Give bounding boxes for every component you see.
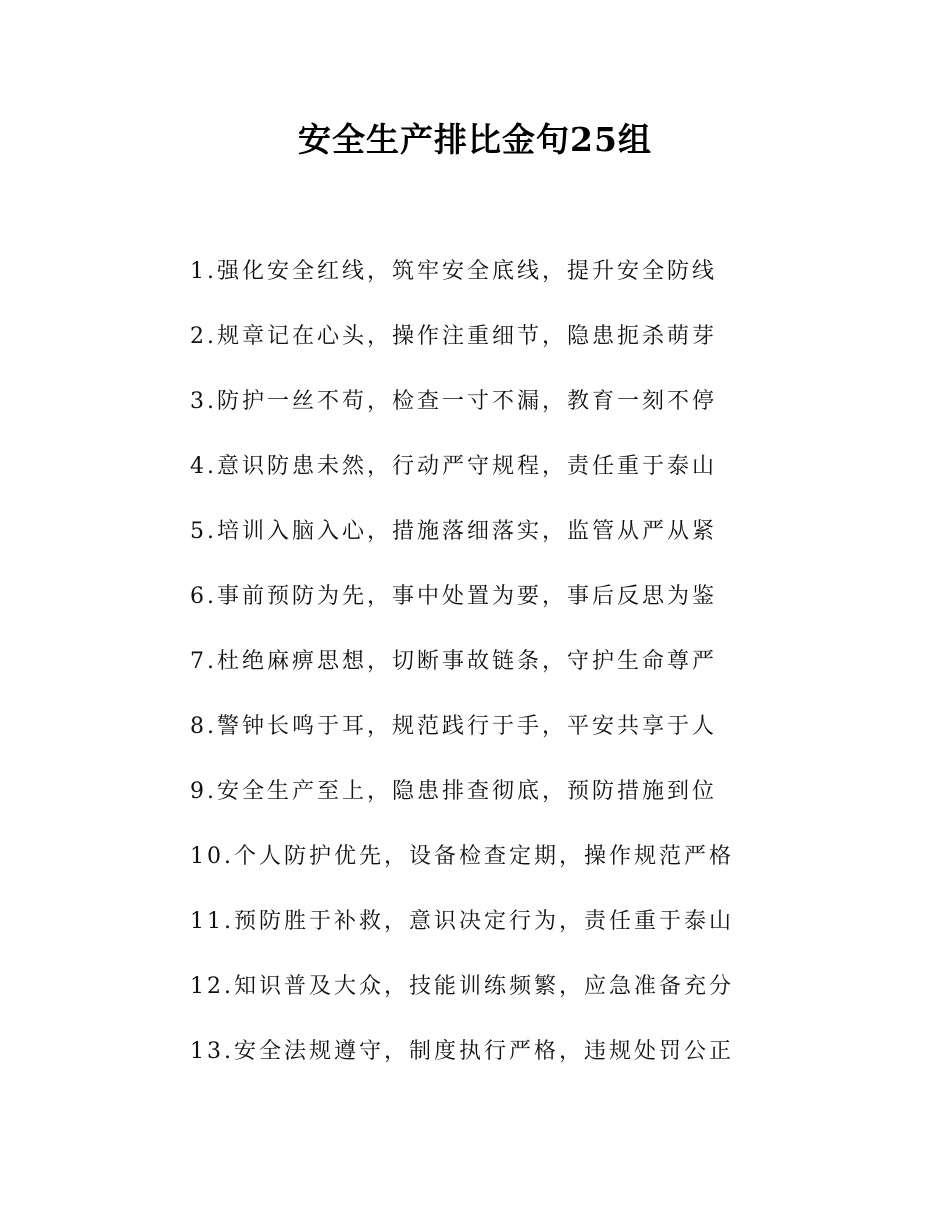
slogan-line: 9.安全生产至上，隐患排查彻底，预防措施到位 (190, 779, 717, 804)
slogan-line: 12.知识普及大众，技能训练频繁，应急准备充分 (190, 974, 734, 999)
slogan-line: 11.预防胜于补救，意识决定行为，责任重于泰山 (190, 909, 734, 934)
slogan-line: 5.培训入脑入心，措施落细落实，监管从严从紧 (190, 519, 717, 544)
slogan-line: 8.警钟长鸣于耳，规范践行于手，平安共享于人 (190, 714, 717, 739)
slogan-line: 2.规章记在心头，操作注重细节，隐患扼杀萌芽 (190, 324, 717, 349)
slogan-line: 6.事前预防为先，事中处置为要，事后反思为鉴 (190, 584, 717, 609)
slogan-line: 4.意识防患未然，行动严守规程，责任重于泰山 (190, 454, 717, 479)
slogan-list (190, 252, 910, 1097)
slogan-line: 10.个人防护优先，设备检查定期，操作规范严格 (190, 844, 734, 869)
slogan-line: 13.安全法规遵守，制度执行严格，违规处罚公正 (190, 1039, 734, 1064)
slogan-line: 3.防护一丝不苟，检查一寸不漏，教育一刻不停 (190, 389, 717, 414)
slogan-line: 7.杜绝麻痹思想，切断事故链条，守护生命尊严 (190, 649, 717, 674)
document-title: 安全生产排比金句25组 (298, 120, 652, 159)
slogan-line: 1.强化安全红线，筑牢安全底线，提升安全防线 (190, 259, 717, 284)
